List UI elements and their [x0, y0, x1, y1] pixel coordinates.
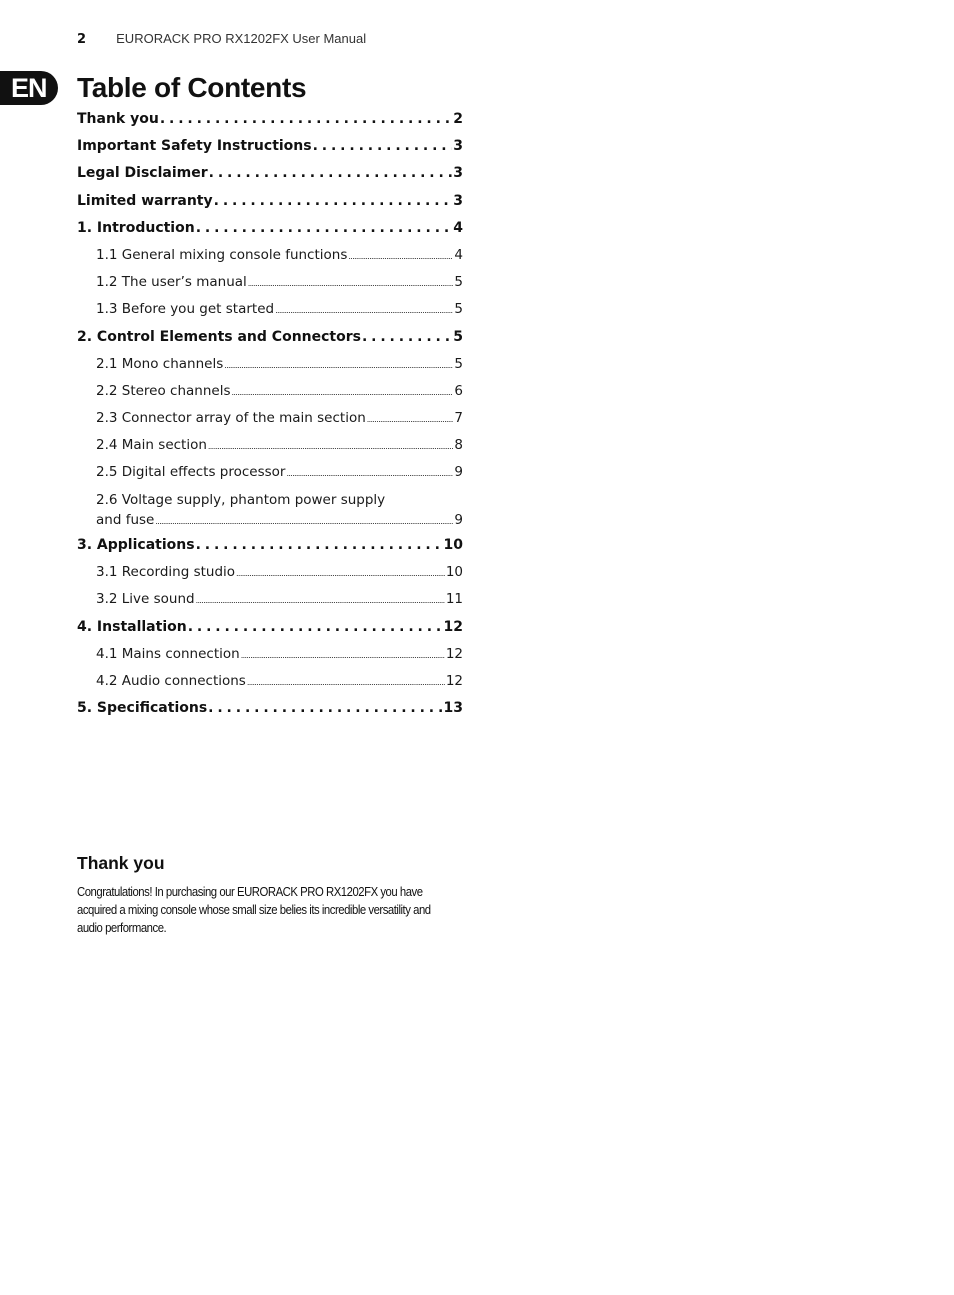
dot-leader	[208, 434, 454, 458]
toc-entry[interactable]	[77, 217, 463, 244]
page-header	[77, 31, 366, 48]
toc-entry-page: 5	[453, 328, 463, 345]
toc-entry-label: Thank you	[77, 111, 159, 127]
toc-entry-label: 1.1 General mixing console functions	[96, 246, 348, 263]
toc-entry-page: 12	[443, 618, 463, 635]
dot-leader	[214, 190, 453, 212]
toc-entry-page: 7	[454, 410, 463, 427]
toc-entry[interactable]	[77, 588, 463, 615]
toc-entry[interactable]	[77, 298, 463, 325]
toc-entry-label: 2. Control Elements and Connectors	[77, 328, 361, 345]
toc-entry[interactable]	[77, 190, 463, 217]
toc-entry-page: 9	[454, 511, 463, 528]
dot-leader	[367, 407, 454, 431]
toc-entry[interactable]	[77, 643, 463, 670]
toc-entry-label: Important Safety Instructions	[77, 138, 312, 155]
toc-entry-label: 2.1 Mono channels	[96, 355, 224, 372]
toc-entry[interactable]	[77, 407, 463, 434]
manual-title: EURORACK PRO RX1202FX User Manual	[116, 31, 367, 46]
toc-entry[interactable]	[77, 271, 463, 298]
dot-leader	[209, 162, 453, 184]
dot-leader	[224, 353, 453, 377]
toc-entry-label: 2.5 Digital effects processor	[96, 464, 286, 481]
toc-entry[interactable]	[77, 108, 463, 135]
toc-entry[interactable]	[77, 461, 463, 488]
toc-entry-label: Legal Disclaimer	[77, 165, 208, 182]
toc-entry-page: 8	[454, 437, 463, 454]
toc-entry-page: 12	[445, 645, 463, 662]
thank-you-body: Congratulations! In purchasing our EURORACK PRO RX1202FX you have acquired a mixing console whose small size belies its incredible versatility and audio performance.	[77, 884, 431, 935]
toc-entry-page: 3	[453, 138, 463, 155]
toc-entry-page: 9	[454, 464, 463, 481]
dot-leader	[348, 244, 453, 268]
toc-entry-page: 5	[454, 301, 463, 318]
toc-entry-label: 5. Specifications	[77, 700, 208, 717]
toc-entry-label: 3. Applications	[77, 537, 195, 554]
toc-entry-label: 1. Introduction	[77, 219, 195, 236]
toc-entry-page: 4	[454, 246, 463, 263]
toc-entry[interactable]	[77, 135, 463, 162]
dot-leader	[155, 511, 453, 531]
toc-entry-label-continued: and fuse	[96, 511, 155, 528]
toc-entry-label: 2.6 Voltage supply, phantom power supply	[96, 491, 386, 508]
page-number: 2	[77, 32, 87, 47]
toc-entry-page: 10	[445, 564, 463, 581]
thank-you-heading: Thank you	[77, 853, 165, 873]
toc-entry-label: 2.4 Main section	[96, 437, 207, 454]
dot-leader	[248, 271, 454, 295]
toc-entry-page: 2	[453, 111, 463, 127]
language-tab: EN	[0, 71, 58, 105]
toc-entry-label: 3.2 Live sound	[96, 591, 195, 608]
toc-entry-page: 12	[445, 672, 463, 689]
toc-entry[interactable]	[77, 380, 463, 407]
toc-entry[interactable]	[77, 670, 463, 697]
dot-leader	[196, 588, 445, 612]
dot-leader	[208, 697, 442, 719]
dot-leader	[196, 534, 443, 556]
toc-entry-page: 10	[443, 537, 463, 554]
dot-leader	[188, 616, 443, 638]
toc-entry-page: 13	[443, 700, 463, 717]
toc-entry-page: 6	[454, 382, 463, 399]
dot-leader	[160, 108, 452, 130]
toc-entry-page: 3	[453, 192, 463, 209]
dot-leader	[286, 461, 453, 485]
toc-entry-label: 1.2 The user’s manual	[96, 274, 247, 291]
toc-entry-label: 3.1 Recording studio	[96, 564, 236, 581]
toc-entry-label: 4.2 Audio connections	[96, 672, 246, 689]
toc-title: Table of Contents	[77, 72, 307, 103]
toc-entry-label: 2.3 Connector array of the main section	[96, 410, 366, 427]
dot-leader	[241, 643, 445, 667]
toc-entry-page: 11	[445, 591, 463, 608]
toc-entry-page: 4	[453, 219, 463, 236]
dot-leader	[275, 298, 453, 322]
toc-entry-label: 1.3 Before you get started	[96, 301, 275, 318]
dot-leader	[196, 217, 453, 239]
toc-entry-label: 2.2 Stereo channels	[96, 382, 231, 399]
dot-leader	[232, 380, 454, 404]
table-of-contents	[77, 108, 463, 724]
toc-entry[interactable]	[77, 434, 463, 461]
toc-entry[interactable]	[77, 244, 463, 271]
toc-entry[interactable]	[77, 326, 463, 353]
dot-leader	[313, 135, 453, 157]
toc-entry[interactable]	[77, 697, 463, 724]
dot-leader	[362, 326, 452, 348]
toc-entry[interactable]	[77, 534, 463, 561]
toc-entry[interactable]	[77, 489, 463, 534]
dot-leader	[236, 561, 445, 585]
dot-leader	[247, 670, 445, 694]
toc-entry-label: 4.1 Mains connection	[96, 645, 240, 662]
toc-entry[interactable]	[77, 561, 463, 588]
toc-entry-page: 3	[453, 165, 463, 182]
toc-entry-page: 5	[454, 355, 463, 372]
toc-entry-label: Limited warranty	[77, 192, 213, 209]
toc-entry[interactable]	[77, 616, 463, 643]
toc-entry-label: 4. Installation	[77, 618, 187, 635]
toc-entry-page: 5	[454, 274, 463, 291]
toc-entry[interactable]	[77, 353, 463, 380]
toc-entry[interactable]	[77, 162, 463, 189]
